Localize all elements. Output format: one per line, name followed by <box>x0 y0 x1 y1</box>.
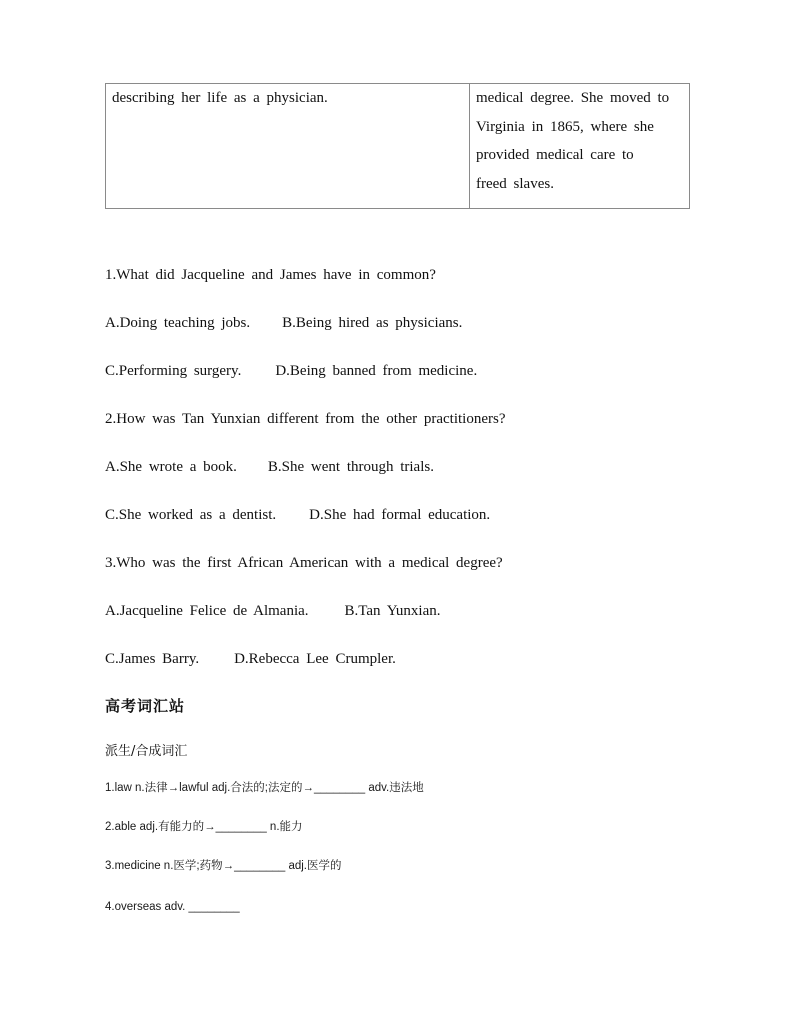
vocab-item: 2.able adj.有能力的→________ n.能力 <box>105 821 303 833</box>
vocab-item: 3.medicine n.医学;药物→________ adj.医学的 <box>105 860 342 872</box>
table-text-line: describing her life as a physician. <box>112 90 328 106</box>
vocab-heading: 高考词汇站 <box>105 697 186 715</box>
question-2-options-row-2 <box>105 505 490 525</box>
question-1: 1.What did Jacqueline and James have in common? <box>105 267 436 283</box>
option-a: A.Doing teaching jobs. <box>105 315 251 331</box>
option-d: D.She had formal education. <box>309 507 491 523</box>
table-cell-right <box>470 84 690 209</box>
vocab-item: 4.overseas adv. ________ <box>105 901 240 913</box>
question-1-options-row-1 <box>105 313 462 333</box>
info-table <box>105 83 690 209</box>
question-3: 3.Who was the first African American with a medical degree? <box>105 555 503 571</box>
question-2-options-row-1 <box>105 457 434 477</box>
vocab-item: 1.law n.法律→lawful adj.合法的;法定的→________ adv.违法地 <box>105 782 424 794</box>
option-b: B.Being hired as physicians. <box>282 315 463 331</box>
option-a: A.Jacqueline Felice de Almania. <box>105 603 309 619</box>
table-row <box>106 84 690 209</box>
table-text-line: medical degree. She moved to <box>476 90 670 106</box>
question-3-options-row-1 <box>105 601 441 621</box>
vocab-subheading: 派生/合成词汇 <box>105 744 188 759</box>
option-c: C.Performing surgery. <box>105 363 242 379</box>
option-c: C.James Barry. <box>105 651 200 667</box>
table-text-line: freed slaves. <box>476 175 554 192</box>
question-2: 2.How was Tan Yunxian different from the other practitioners? <box>105 411 506 427</box>
option-d: D.Rebecca Lee Crumpler. <box>234 651 396 667</box>
option-d: D.Being banned from medicine. <box>275 363 478 379</box>
table-text-line: Virginia in 1865, where she <box>476 118 654 135</box>
question-1-options-row-2 <box>105 361 477 381</box>
option-b: B.Tan Yunxian. <box>344 603 441 619</box>
table-text-line: provided medical care to <box>476 147 634 163</box>
table-cell-left <box>106 84 470 209</box>
option-b: B.She went through trials. <box>267 459 434 475</box>
question-3-options-row-2 <box>105 649 396 669</box>
option-a: A.She wrote a book. <box>105 459 237 475</box>
option-c: C.She worked as a dentist. <box>105 507 277 523</box>
